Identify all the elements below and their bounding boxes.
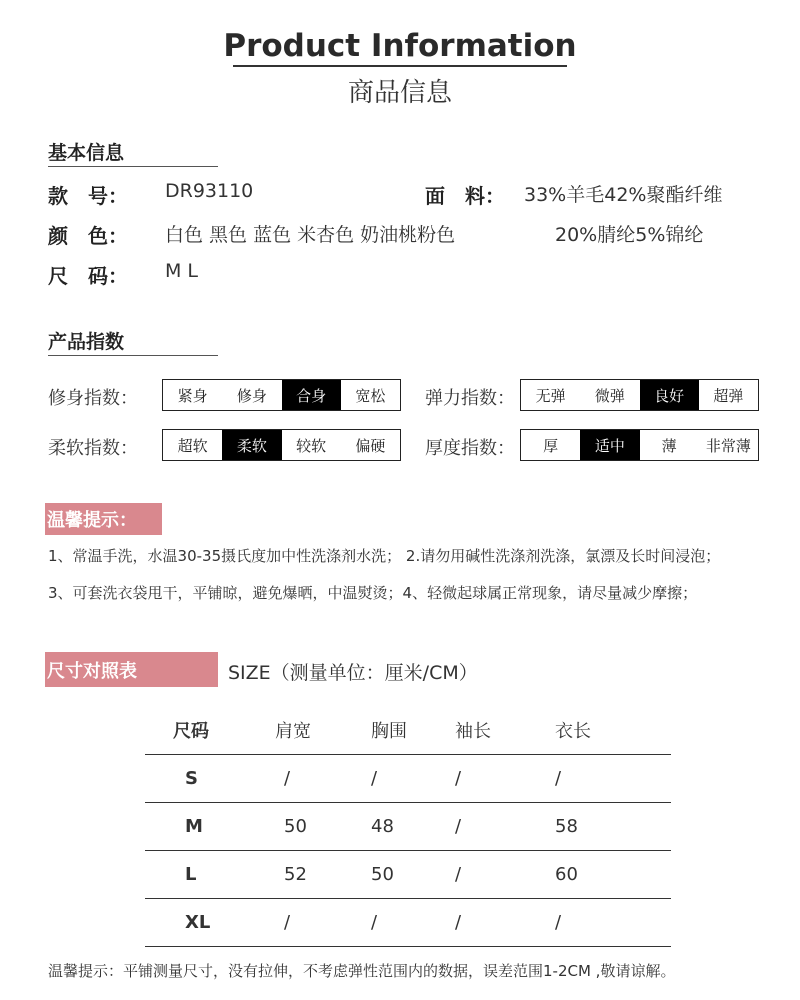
size-table [145,706,671,947]
shoulder-cell: / [274,899,370,947]
table-row [145,851,671,899]
elastic-index-label: 弹力指数： [425,388,515,409]
softness-option-selected: 柔软 [222,430,281,460]
thickness-option-selected: 适中 [580,430,639,460]
elastic-option: 无弹 [535,386,566,405]
style-number-value: DR93110 [165,180,254,202]
care-tip-line-2: 3、可套洗衣袋甩干，平铺晾，避免爆晒，中温熨烫；4、轻微起球属正常现象，请尽量减少摩擦； [48,584,698,602]
shoulder-col-header: 肩宽 [274,706,370,755]
elastic-option: 微弹 [594,386,625,405]
size-cell: M [145,803,274,851]
sleeve-cell: / [454,755,554,803]
style-number-label: 款 号： [48,184,128,208]
fit-index-scale [162,379,401,411]
basic-info-heading: 基本信息 [48,142,125,164]
chest-cell: / [370,899,454,947]
basic-info-rule [48,166,218,167]
softness-option: 较软 [296,436,327,455]
table-row [145,755,671,803]
size-table-header [145,706,671,755]
thickness-option: 非常薄 [705,436,751,455]
softness-index-label: 柔软指数： [48,438,138,459]
chest-cell: 48 [370,803,454,851]
softness-option: 偏硬 [355,436,386,455]
thickness-index-label: 厚度指数： [425,438,515,459]
sleeve-col-header: 袖长 [454,706,554,755]
size-value: M L [165,260,199,282]
care-tip-line-1: 1、常温手洗，水温30-35摄氏度加中性洗涤剂水洗； 2.请勿用碱性洗涤剂洗涤，氯漂及长时间浸泡； [48,547,721,565]
fabric-value-line1: 33%羊毛42%聚酯纤维 [524,184,723,206]
elastic-option: 超弹 [713,386,744,405]
softness-index-scale [162,429,401,461]
length-cell: 58 [554,803,671,851]
length-cell: / [554,755,671,803]
chest-col-header: 胸围 [370,706,454,755]
softness-option: 超软 [177,436,208,455]
size-chart-unit: SIZE（测量单位：厘米/CM） [228,662,478,684]
product-index-rule [48,355,218,356]
fabric-value-line2: 20%腈纶5%锦纶 [555,224,704,246]
fit-option: 修身 [236,386,267,405]
elastic-index-scale [520,379,759,411]
chest-cell: 50 [370,851,454,899]
shoulder-cell: / [274,755,370,803]
color-value: 白色 黑色 蓝色 米杏色 奶油桃粉色 [165,224,456,246]
shoulder-cell: 50 [274,803,370,851]
thickness-option: 薄 [661,436,677,455]
fit-option: 宽松 [355,386,386,405]
thickness-index-scale [520,429,759,461]
fit-option-selected: 合身 [282,380,341,410]
sleeve-cell: / [454,851,554,899]
size-table-wrapper [145,706,671,947]
sleeve-cell: / [454,899,554,947]
sleeve-cell: / [454,803,554,851]
care-tips-heading: 温馨提示： [45,503,162,535]
fit-index-label: 修身指数： [48,388,138,409]
measurement-note: 温馨提示：平铺测量尺寸，没有拉伸，不考虑弹性范围内的数据，误差范围1-2CM ,敬请谅解。 [48,962,676,980]
chest-cell: / [370,755,454,803]
size-cell: L [145,851,274,899]
table-row [145,899,671,947]
size-col-header: 尺码 [145,706,274,755]
size-chart-heading: 尺寸对照表 [45,652,218,687]
thickness-option: 厚 [543,436,559,455]
length-cell: 60 [554,851,671,899]
table-row [145,803,671,851]
length-col-header: 衣长 [554,706,671,755]
shoulder-cell: 52 [274,851,370,899]
size-cell: XL [145,899,274,947]
length-cell: / [554,899,671,947]
page-subtitle: 商品信息 [347,78,452,108]
fit-option: 紧身 [177,386,208,405]
elastic-option-selected: 良好 [640,380,699,410]
size-cell: S [145,755,274,803]
color-label: 颜 色： [48,224,128,248]
page-title: Product Information [223,28,577,64]
title-underline [233,65,567,67]
fabric-label: 面 料： [425,184,505,208]
size-label: 尺 码： [48,264,128,288]
product-index-heading: 产品指数 [48,331,125,353]
